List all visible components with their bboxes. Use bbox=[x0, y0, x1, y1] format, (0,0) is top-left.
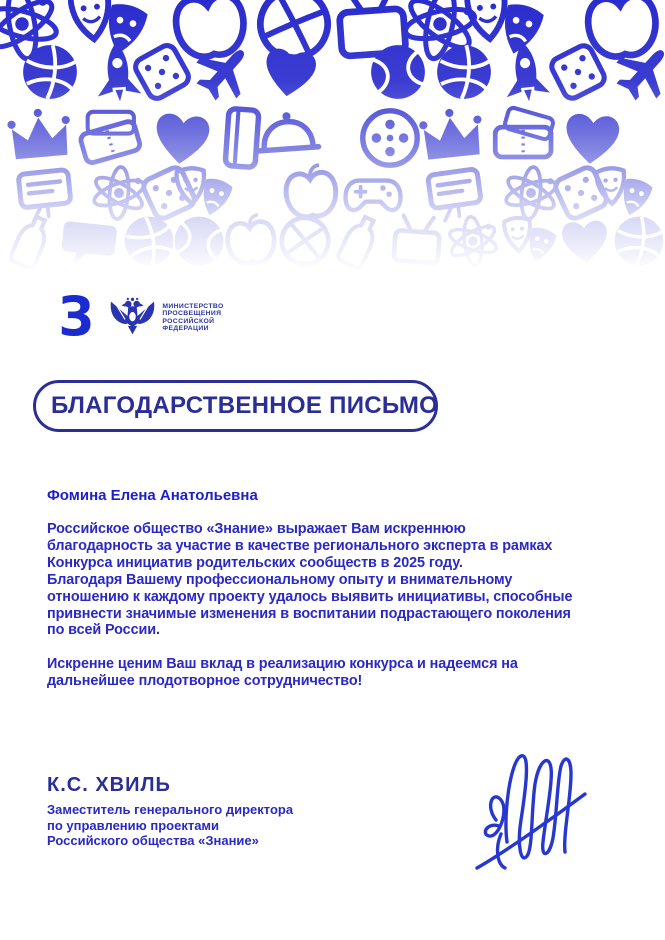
ministry-name-line: МИНИСТЕРСТВО bbox=[162, 303, 224, 310]
letter-text-line: Благодаря Вашему профессиональному опыту и внимательному bbox=[47, 571, 513, 588]
ministry-name bbox=[162, 303, 223, 333]
letter-text-line: благодарность за участие в качестве регионального эксперта в рамках bbox=[47, 537, 553, 554]
znanie-logo-icon: З bbox=[58, 285, 94, 348]
letter-title-badge bbox=[33, 380, 438, 432]
decorative-icon-pattern bbox=[0, 0, 665, 272]
letter-text-line: привнести значимые изменения в воспитании подрастающего поколения bbox=[47, 605, 571, 622]
handwritten-signature bbox=[471, 742, 591, 877]
signatory-role bbox=[47, 802, 293, 849]
ministry-name-line: РОССИЙСКОЙ bbox=[162, 317, 215, 325]
letter-text-line: Конкурса инициатив родительских сообществ в 2025 году. bbox=[47, 554, 463, 571]
logo-row bbox=[57, 285, 224, 348]
letter-text-line: Российское общество «Знание» выражает Вам искреннюю bbox=[47, 521, 466, 537]
ministry-name-line: ПРОСВЕЩЕНИЯ bbox=[162, 310, 222, 318]
signatory-role-line: Российского общества «Знание» bbox=[47, 833, 259, 849]
ministry-name-line: ФЕДЕРАЦИИ bbox=[162, 325, 209, 333]
signatory-role-line: Заместитель генерального директора bbox=[47, 802, 294, 817]
letter-text-line: Искренне ценим Ваш вклад в реализацию конкурса и надеемся на bbox=[47, 656, 518, 672]
letter-text-line: дальнейшее плодотворное сотрудничество! bbox=[47, 672, 363, 689]
signatory-role-line: по управлению проектами bbox=[47, 817, 220, 833]
pattern-fade-overlay bbox=[0, 0, 665, 272]
letter-text-line: отношению к каждому проекту удалось выявить инициативы, способные bbox=[47, 588, 573, 605]
signatory-name: К.С. ХВИЛЬ bbox=[47, 774, 171, 796]
letter-title: БЛАГОДАРСТВЕННОЕ ПИСЬМО bbox=[51, 392, 439, 419]
letter-paragraph-1 bbox=[47, 521, 572, 639]
letter-paragraph-2 bbox=[47, 656, 518, 690]
recipient-name: Фомина Елена Анатольевна bbox=[47, 487, 258, 504]
ministry-emblem-icon bbox=[109, 297, 156, 339]
letter-text-line: по всей России. bbox=[47, 622, 160, 639]
